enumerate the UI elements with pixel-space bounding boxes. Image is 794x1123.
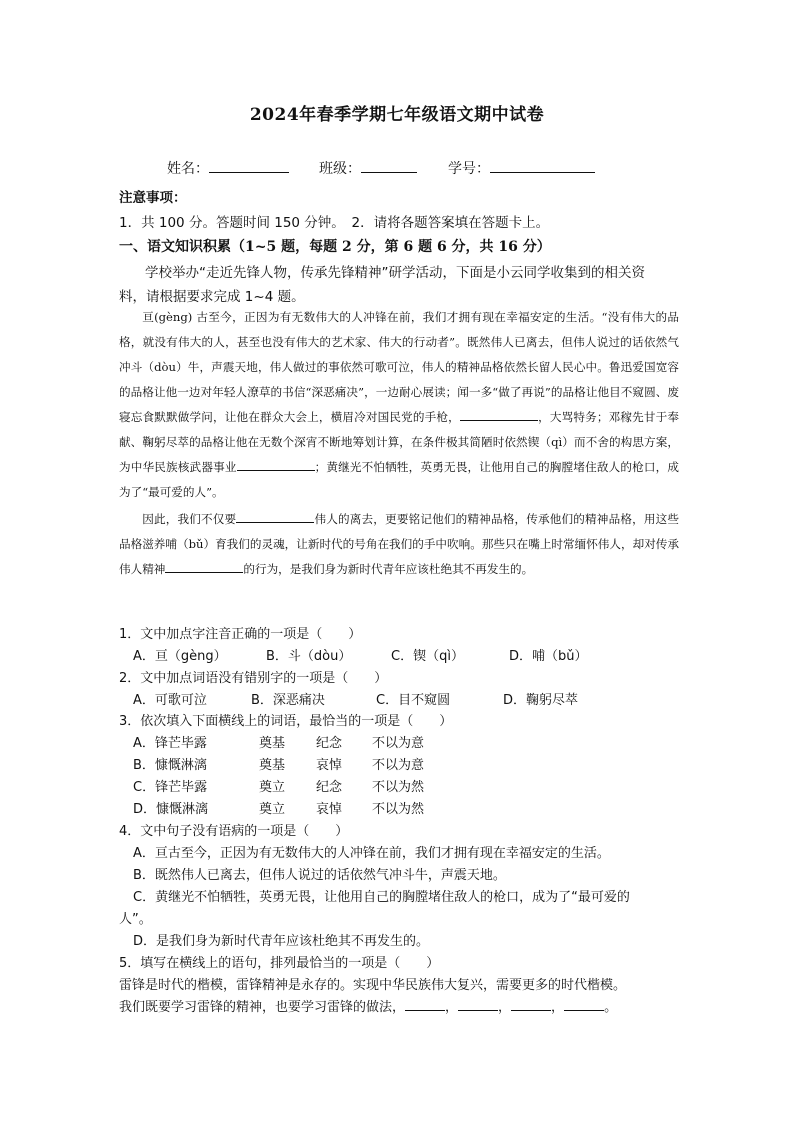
q4-option-c-line-1[interactable]: C．黄继光不怕牺牲，英勇无畏，让他用自己的胸膛堵住敌人的枪口，成为了“最可爱的 bbox=[133, 890, 630, 905]
passage-blank-2[interactable] bbox=[237, 458, 315, 471]
passage-p1-text-c: ；黄继光不怕牺牲，英勇无畏，让他用自己的胸膛堵住敌人的枪口，成为了“最可爱的人”。 bbox=[119, 460, 679, 499]
q2-stem: 2．文中加点词语没有错别字的一项是（ ） bbox=[119, 671, 388, 686]
q3-a-word-3: 纪念 bbox=[316, 736, 343, 751]
q3-stem: 3．依次填入下面横线上的词语，最恰当的一项是（ ） bbox=[119, 714, 453, 729]
class-blank[interactable] bbox=[361, 158, 417, 173]
q3-a-word-2: 奠基 bbox=[259, 736, 286, 751]
q5-sep-1: ， bbox=[445, 1000, 459, 1015]
q3-d-word-1: D．慷慨淋漓 bbox=[133, 802, 209, 817]
q5-blank-3[interactable] bbox=[511, 998, 551, 1011]
q4-option-b[interactable]: B．既然伟人已离去，但伟人说过的话依然气冲斗牛，声震天地。 bbox=[133, 868, 506, 883]
q3-c-word-2: 奠立 bbox=[259, 780, 286, 795]
q1-stem: 1．文中加点字注音正确的一项是（ ） bbox=[119, 627, 362, 642]
passage-blank-3[interactable] bbox=[236, 510, 314, 523]
section1-heading: 一、语文知识积累（1~5 题，每题 2 分，第 6 题 6 分，共 16 分） bbox=[119, 239, 551, 255]
notice-heading: 注意事项： bbox=[119, 190, 187, 206]
q1-option-a[interactable]: A．亘（gèng） bbox=[133, 649, 227, 664]
q3-c-word-3: 纪念 bbox=[316, 780, 343, 795]
q3-a-word-4: 不以为意 bbox=[372, 736, 425, 751]
section1-intro-1: 学校举办“走近先锋人物，传承先锋精神”研学活动，下面是小云同学收集到的相关资 bbox=[145, 265, 645, 281]
q3-c-word-1: C．锋芒毕露 bbox=[133, 780, 208, 795]
exam-title: 2024年春季学期七年级语文期中试卷 bbox=[249, 105, 545, 125]
name-field bbox=[167, 158, 289, 178]
q5-blank-2[interactable] bbox=[458, 998, 498, 1011]
q2-option-b[interactable]: B．深恶痛决 bbox=[251, 693, 325, 708]
q4-option-a[interactable]: A．亘古至今，正因为有无数伟大的人冲锋在前，我们才拥有现在幸福安定的生活。 bbox=[133, 846, 610, 861]
q3-d-word-4: 不以为然 bbox=[372, 802, 425, 817]
passage-paragraph-2 bbox=[119, 507, 679, 582]
name-blank[interactable] bbox=[209, 158, 289, 173]
q3-c-word-4: 不以为然 bbox=[372, 780, 425, 795]
q4-stem: 4．文中句子没有语病的一项是（ ） bbox=[119, 824, 349, 839]
passage-p2-text-b: 伟人的离去，更要铭记他们的精神品格，传承他们的精神品格，用这些品格滋养哺（bǔ）育我们的灵魂，让新时代的号角在我们的手中吹响。那些只在嘴上时常缅怀伟人，却对传承伟人精神 bbox=[119, 512, 679, 576]
q2-option-a[interactable]: A．可歌可泣 bbox=[133, 693, 207, 708]
q3-b-word-1: B．慷慨淋漓 bbox=[133, 758, 207, 773]
class-label: 班级： bbox=[319, 161, 361, 177]
section1-intro-2: 料，请根据要求完成 1~4 题。 bbox=[119, 289, 305, 305]
q1-option-d[interactable]: D．哺（bǔ） bbox=[509, 649, 588, 664]
q3-b-word-4: 不以为意 bbox=[372, 758, 425, 773]
q3-d-word-2: 奠立 bbox=[259, 802, 286, 817]
q5-context-line-2 bbox=[119, 996, 617, 1015]
q5-stem: 5．填写在横线上的语句，排列最恰当的一项是（ ） bbox=[119, 956, 440, 971]
q4-option-d[interactable]: D．是我们身为新时代青年应该杜绝其不再发生的。 bbox=[133, 934, 430, 949]
q3-b-word-3: 哀悼 bbox=[316, 758, 343, 773]
class-field bbox=[319, 158, 417, 178]
q3-a-word-1: A．锋芒毕露 bbox=[133, 736, 207, 751]
q1-option-b[interactable]: B．斗（dòu） bbox=[266, 649, 352, 664]
q2-option-c[interactable]: C．目不窥圆 bbox=[376, 693, 451, 708]
q4-option-c-line-2: 人”。 bbox=[119, 912, 152, 927]
student-id-blank[interactable] bbox=[490, 158, 595, 173]
q5-sep-3: ， bbox=[551, 1000, 565, 1015]
notice-line: 1．共 100 分。答题时间 150 分钟。 2．请将各题答案填在答题卡上。 bbox=[119, 215, 550, 231]
q5-context-text: 我们既要学习雷锋的精神，也要学习雷锋的做法， bbox=[119, 1000, 406, 1015]
name-label: 姓名： bbox=[167, 161, 209, 177]
reading-passage bbox=[119, 305, 679, 582]
q5-context-line-1: 雷锋是时代的楷模，雷锋精神是永存的。实现中华民族伟大复兴，需要更多的时代楷模。 bbox=[119, 978, 627, 993]
q5-blank-1[interactable] bbox=[405, 998, 445, 1011]
q3-b-word-2: 奠基 bbox=[259, 758, 286, 773]
student-id-label: 学号： bbox=[448, 161, 490, 177]
q5-sep-2: ， bbox=[498, 1000, 512, 1015]
q3-d-word-3: 哀悼 bbox=[316, 802, 343, 817]
passage-p2-text-a: 因此，我们不仅要 bbox=[142, 512, 237, 526]
passage-blank-1[interactable] bbox=[460, 408, 538, 421]
q2-option-d[interactable]: D．鞠躬尽萃 bbox=[503, 693, 579, 708]
passage-p1-text-a: 亘(gèng) 古至今，正因为有无数伟大的人冲锋在前，我们才拥有现在幸福安定的生活。“没有伟大的品格，就没有伟大的人，甚至也没有伟大的艺术家、伟大的行动者”。既然伟人已离去，但伟人说过的话依然气冲斗（dòu）牛，声震天地，伟人做过的事依然可歌可泣，伟人的精神品格依然长留人民心中。鲁迅爱国宽容的品格让他一边对年轻人潦草的书信“深恶痛决”，一边耐心展读；闻一多“做了再说”的品格让他目不窥圆、废寝忘食默默做学问，让他在群众大会上，横眉冷对国民党的手枪， bbox=[119, 310, 679, 424]
q1-option-c[interactable]: C．锲（qì） bbox=[391, 649, 464, 664]
passage-paragraph-1 bbox=[119, 305, 679, 505]
student-id-field bbox=[448, 158, 595, 178]
q5-blank-4[interactable] bbox=[564, 998, 604, 1011]
passage-p1-text-b: ，大骂特务；邓稼先甘于奉献、鞠躬尽萃的品格让他在无数个深宵不断地筹划计算，在条件极其简陋时依然锲（qì）而不舍的构思方案，为中华民族核武器事业 bbox=[119, 410, 679, 474]
passage-p2-text-c: 的行为，是我们身为新时代青年应该杜绝其不再发生的。 bbox=[243, 562, 534, 576]
passage-blank-4[interactable] bbox=[165, 560, 243, 573]
q5-end: 。 bbox=[604, 1000, 618, 1015]
